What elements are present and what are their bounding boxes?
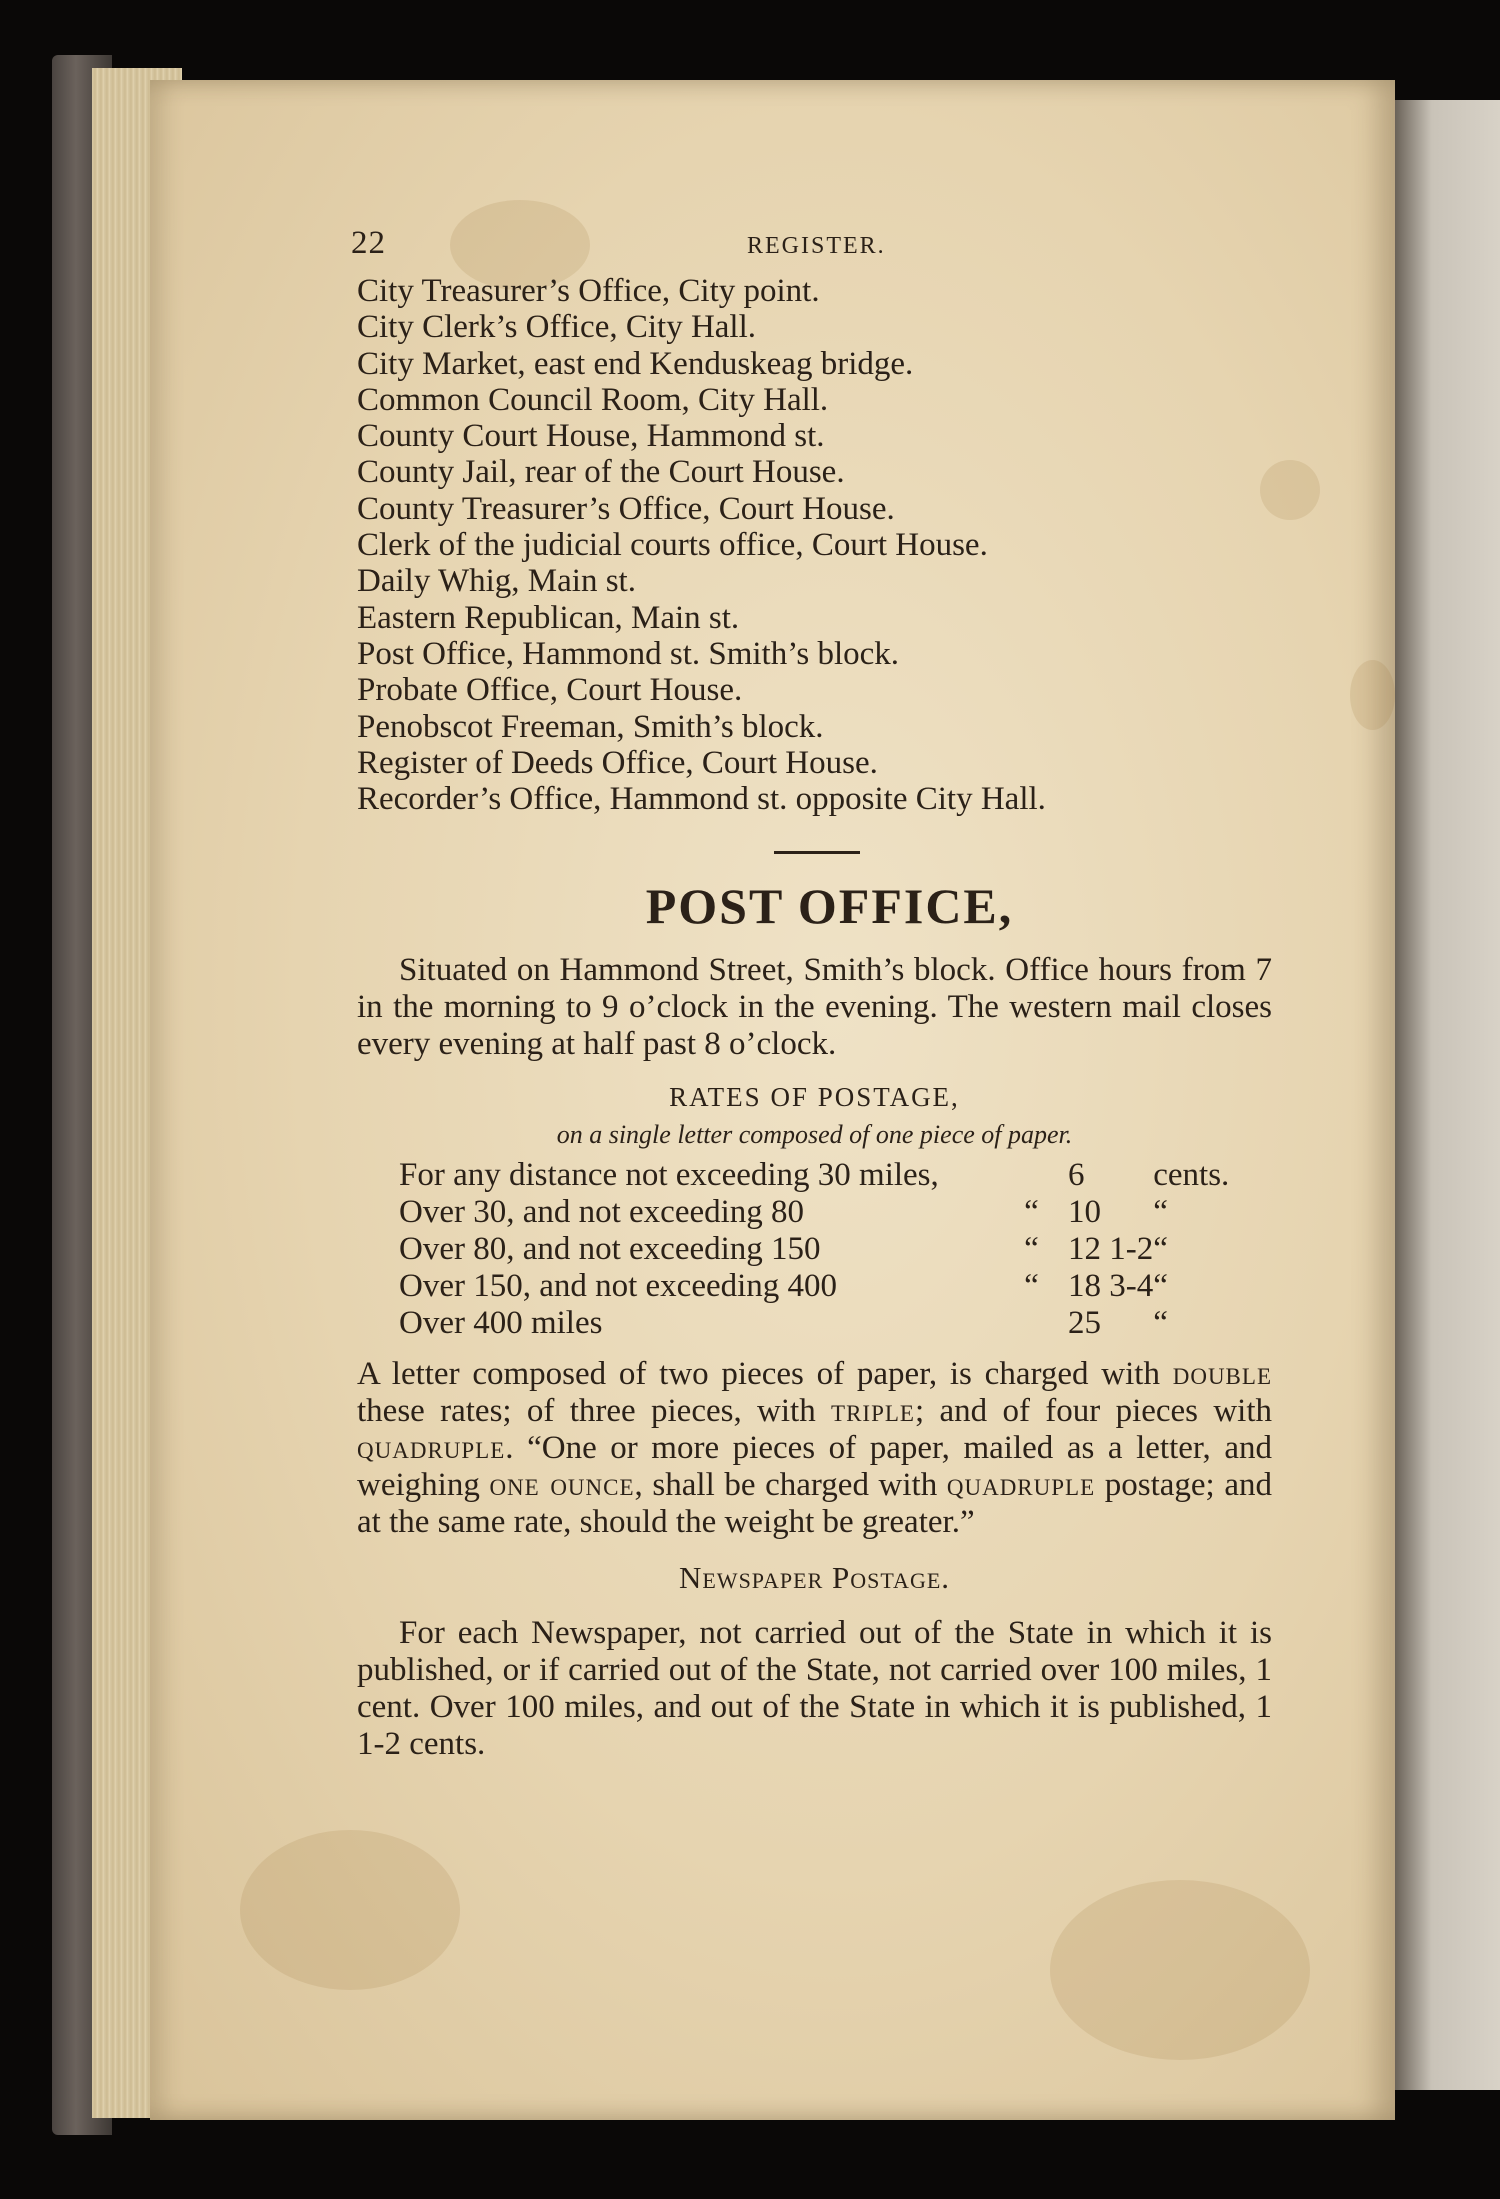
directory-entry: County Court House, Hammond st. <box>357 418 825 455</box>
postage-rate-table <box>399 1157 1229 1342</box>
rule-term: one ounce <box>489 1467 635 1504</box>
directory-entry: County Treasurer’s Office, Court House. <box>357 490 895 527</box>
directory-entry: Eastern Republican, Main st. <box>357 599 740 636</box>
directory-entry: Penobscot Freeman, Smith’s block. <box>357 708 824 745</box>
rule-text: A letter composed of two pieces of paper, is charged with <box>357 1356 1173 1393</box>
rate-unit: “ <box>1153 1231 1168 1268</box>
facing-page-edge <box>1395 100 1500 2090</box>
directory-entry: Post Office, Hammond st. Smith’s block. <box>357 635 900 672</box>
rate-unit: “ <box>1153 1194 1168 1231</box>
rate-unit: “ <box>1153 1268 1168 1305</box>
rate-ditto: “ <box>1024 1268 1039 1305</box>
rule-text: . “One or more pieces of paper, mailed as a letter, and weighing <box>357 1430 1272 1504</box>
directory-entry: City Market, east end Kenduskeag bridge. <box>357 345 914 382</box>
page-content <box>351 225 1273 1763</box>
newspaper-postage-text: For each Newspaper, not carried out of the State in which it is published, or if carried out of the State, not carried over 100 miles, 1 cent. Over 100 miles, and out of the State in which it is published, 1 1-2 cents. <box>357 1615 1272 1763</box>
directory-entry: Daily Whig, Main st. <box>357 563 636 600</box>
rule-term: quadruple <box>946 1467 1096 1504</box>
rate-ditto <box>995 1305 1068 1342</box>
rate-row <box>399 1194 1229 1231</box>
office-directory <box>357 273 1272 817</box>
rate-amount: 12 1-2 <box>1068 1231 1154 1268</box>
rate-range: Over 30, and not exceeding 80 <box>399 1194 805 1231</box>
rate-range: Over 400 miles <box>399 1305 603 1342</box>
directory-entry: City Treasurer’s Office, City point. <box>357 273 820 309</box>
post-office-description: Situated on Hammond Street, Smith’s block. Office hours from 7 in the morning to 9 o’clock in the evening. The western mail closes every evening at half past 8 o’clock. <box>357 952 1272 1063</box>
rate-range: Over 150, and not exceeding 400 <box>399 1268 838 1305</box>
rate-amount: 10 <box>1068 1194 1101 1231</box>
rule-term: triple <box>831 1393 915 1430</box>
rate-row <box>399 1268 1229 1305</box>
rates-title: RATES OF POSTAGE, <box>669 1082 960 1113</box>
rate-amount: 6 <box>1068 1157 1085 1194</box>
rate-amount: 18 3-4 <box>1068 1268 1154 1305</box>
page-number: 22 <box>351 225 386 261</box>
rate-ditto <box>995 1157 1068 1194</box>
section-title-post-office: POST OFFICE, <box>645 878 1014 935</box>
multi-piece-rules <box>357 1356 1272 1541</box>
directory-entry: Clerk of the judicial courts office, Court House. <box>357 527 988 564</box>
directory-entry: County Jail, rear of the Court House. <box>357 454 845 491</box>
rate-ditto: “ <box>1024 1231 1039 1268</box>
rule-text: ; and of four pieces with <box>914 1393 1273 1430</box>
directory-entry: Probate Office, Court House. <box>357 672 743 709</box>
rate-unit: cents. <box>1153 1157 1230 1194</box>
rate-range: For any distance not exceeding 30 miles, <box>399 1157 939 1194</box>
rate-unit: “ <box>1153 1305 1168 1342</box>
rule-text: postage; and at the same rate, should the weight be greater.” <box>357 1467 1272 1541</box>
rule-term: double <box>1172 1356 1272 1393</box>
running-title: REGISTER. <box>747 233 886 259</box>
section-divider <box>774 851 860 854</box>
rate-ditto: “ <box>1024 1194 1039 1231</box>
rule-text: , shall be charged with <box>634 1467 947 1504</box>
rate-row <box>399 1231 1229 1268</box>
rule-text: these rates; of three pieces, with <box>357 1393 832 1430</box>
directory-entry: Recorder’s Office, Hammond st. opposite City Hall. <box>357 781 1046 818</box>
directory-entry: Register of Deeds Office, Court House. <box>357 744 878 781</box>
rate-row <box>399 1305 1229 1342</box>
rates-subtitle: on a single letter composed of one piece of paper. <box>556 1120 1073 1150</box>
directory-entry: Common Council Room, City Hall. <box>357 381 829 418</box>
rule-term: quadruple <box>357 1430 506 1467</box>
rate-row <box>399 1157 1229 1194</box>
page-header <box>351 225 1272 273</box>
directory-entry: City Clerk’s Office, City Hall. <box>357 309 757 346</box>
newspaper-postage-title: Newspaper Postage. <box>678 1560 951 1596</box>
rate-range: Over 80, and not exceeding 150 <box>399 1231 821 1268</box>
rate-amount: 25 <box>1068 1305 1101 1342</box>
